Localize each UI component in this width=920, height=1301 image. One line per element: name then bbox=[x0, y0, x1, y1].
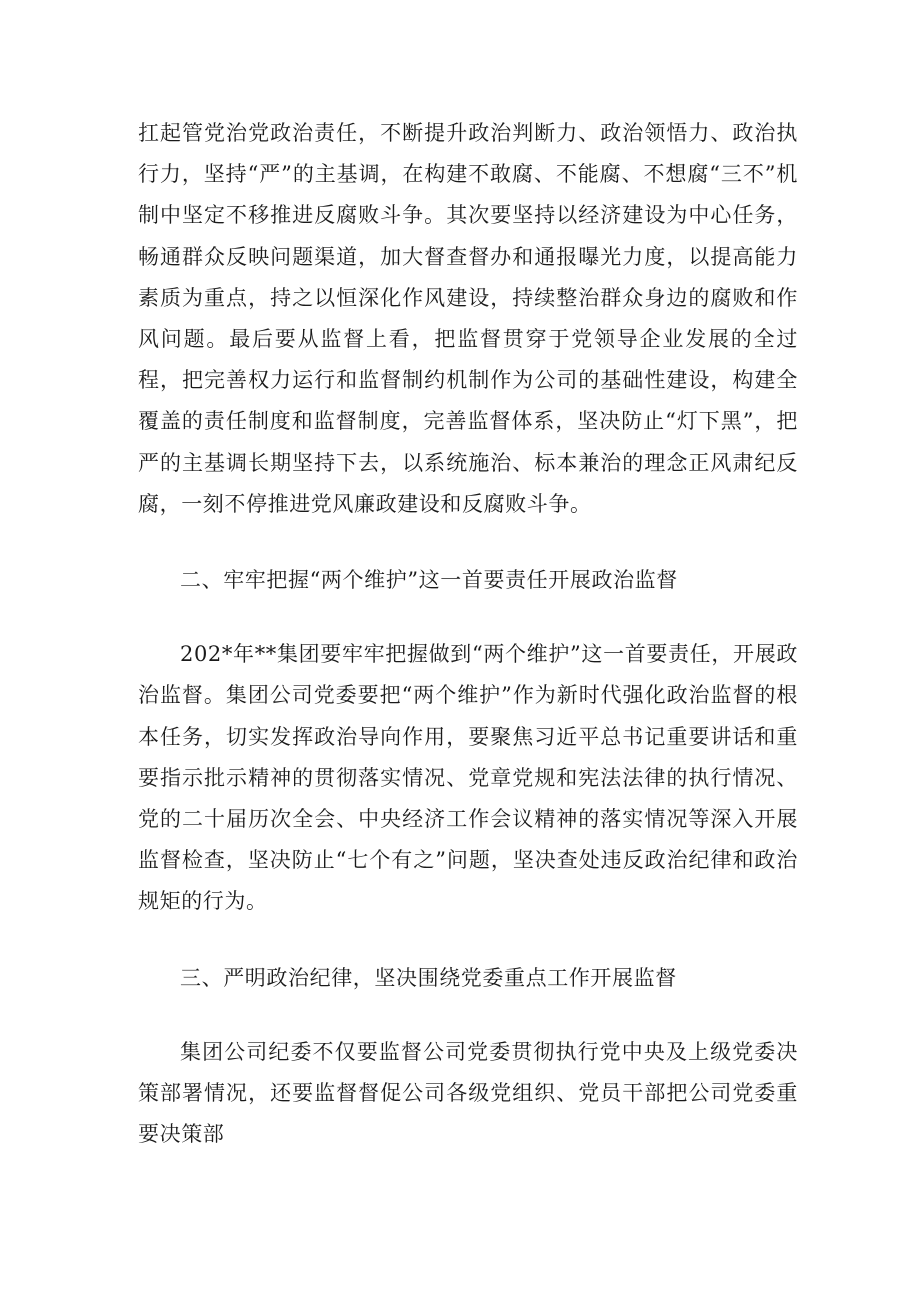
document-body bbox=[138, 113, 798, 1155]
section-heading-3: 三、严明政治纪律，坚决围绕党委重点工作开展监督 bbox=[180, 965, 677, 990]
section-heading-2: 二、牢牢把握“两个维护”这一首要责任开展政治监督 bbox=[180, 568, 678, 593]
body-paragraph-continued: 扛起管党治党政治责任，不断提升政治判断力、政治领悟力、政治执行力，坚持“严”的主基调，在构建不敢腐、不能腐、不想腐“三不”机制中坚定不移推进反腐败斗争。其次要坚持以经济建设为中心任务，畅通群众反映问题渠道，加大督查督办和通报曝光力度，以提高能力素质为重点，持之以恒深化作风建设，持续整治群众身边的腐败和作风问题。最后要从监督上看，把监督贯穿于党领导企业发展的全过程，把完善权力运行和监督制约机制作为公司的基础性建设，构建全覆盖的责任制度和监督制度，完善监督体系，坚决防止“灯下黑”，把严的主基调长期坚持下去，以系统施治、标本兼治的理念正风肃纪反腐，一刻不停推进党风廉政建设和反腐败斗争。 bbox=[138, 121, 798, 516]
body-paragraph-section-2: 202*年**集团要牢牢把握做到“两个维护”这一首要责任，开展政治监督。集团公司党委要把“两个维护”作为新时代强化政治监督的根本任务，切实发挥政治导向作用，要聚焦习近平总书记重要讲话和重要指示批示精神的贯彻落实情况、党章党规和宪法法律的执行情况、党的二十届历次全会、中央经济工作会议精神的落实情况等深入开展监督检查，坚决防止“七个有之”问题，坚决查处违反政治纪律和政治规矩的行为。 bbox=[138, 642, 798, 914]
body-paragraph-section-3: 集团公司纪委不仅要监督公司党委贯彻执行党中央及上级党委决策部署情况，还要监督督促公司各级党组织、党员干部把公司党委重要决策部 bbox=[138, 1039, 798, 1147]
